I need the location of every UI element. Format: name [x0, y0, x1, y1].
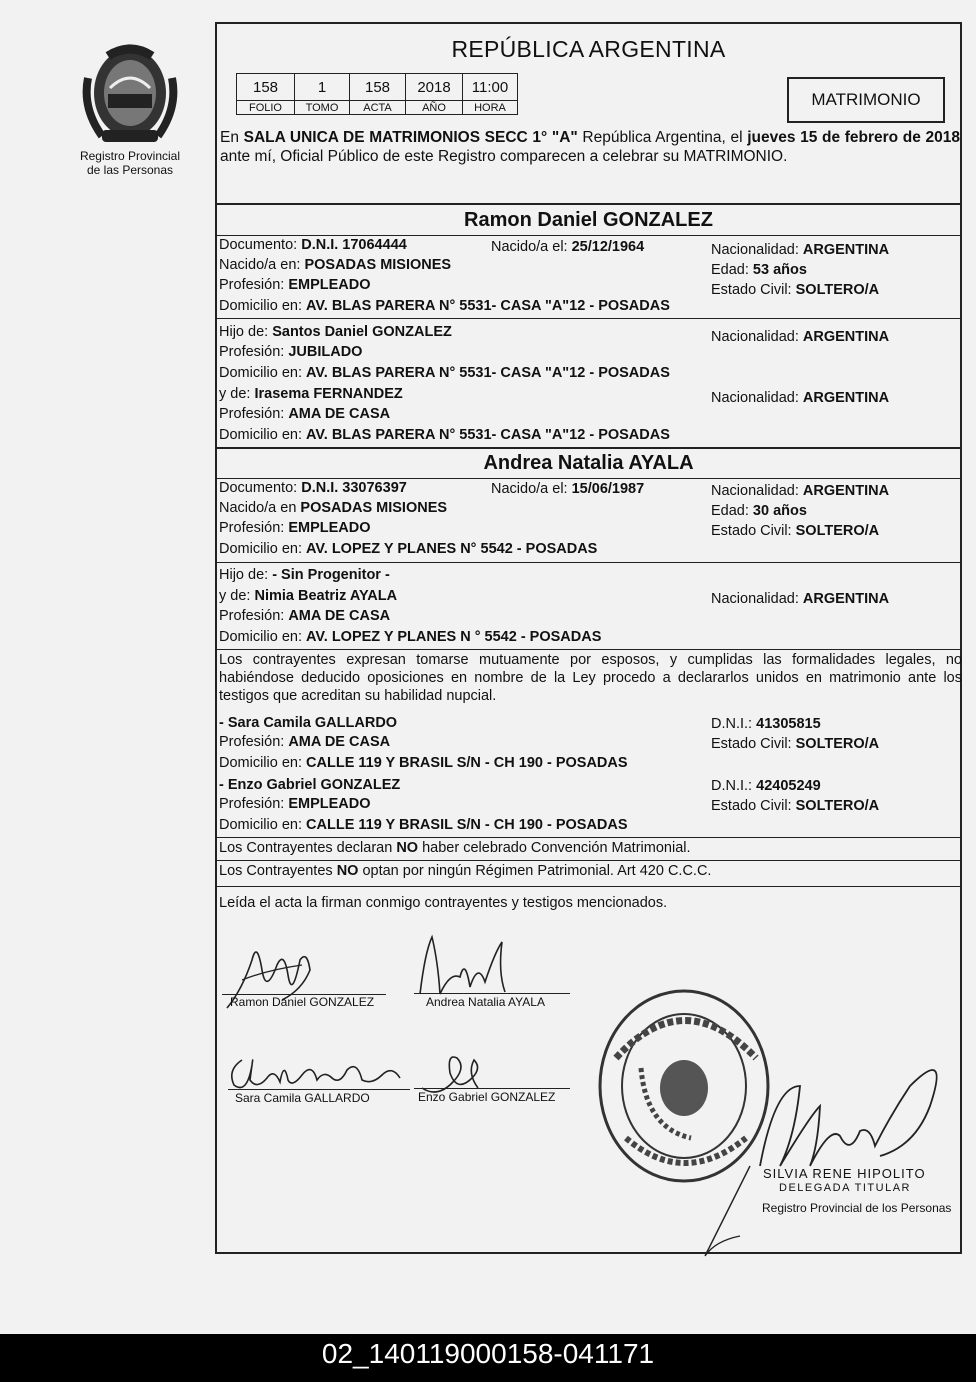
divider	[216, 318, 961, 319]
anio-value: 2018	[406, 74, 463, 101]
regime-text-2: optan por ningún Régimen Patrimonial. Art 420 C.C.C.	[358, 863, 712, 879]
spouse1-father-prof	[219, 344, 362, 360]
spouse1-father-addr	[219, 365, 670, 381]
label: Hijo de:	[219, 324, 273, 340]
witness2-addr-value: CALLE 119 Y BRASIL S/N - CH 190 - POSADAS	[306, 817, 628, 833]
spouse1-age-value: 53 años	[752, 262, 807, 278]
spouse1-doc-value: D.N.I. 17064444	[301, 237, 407, 253]
witness1-civil	[711, 736, 879, 752]
registry-caption-line1: Registro Provincial	[79, 149, 181, 163]
label: Edad:	[711, 262, 753, 278]
label: Edad:	[711, 503, 753, 519]
witness1-name	[219, 715, 397, 731]
witness2-civil	[711, 798, 879, 814]
label: Nacido/a en:	[219, 257, 305, 273]
spouse1-mother-nat-value: ARGENTINA	[802, 390, 890, 406]
record-type-box: MATRIMONIO	[787, 77, 945, 123]
spouse2-addr	[219, 541, 597, 557]
anio-label: AÑO	[406, 101, 463, 115]
label: Profesión:	[219, 608, 289, 624]
spouse1-prof	[219, 277, 371, 293]
spouse1-father	[219, 324, 452, 340]
label: Domicilio en:	[219, 365, 307, 381]
spouse2-mother-nat-value: ARGENTINA	[802, 591, 890, 607]
witness1-prof-value: AMA DE CASA	[288, 734, 391, 750]
hora-label: HORA	[463, 101, 518, 115]
label: Estado Civil:	[711, 523, 796, 539]
spouse1-name: Ramon Daniel GONZALEZ	[464, 209, 713, 231]
spouse1-addr-value: AV. BLAS PARERA N° 5531- CASA "A"12 - POSADAS	[306, 298, 670, 314]
spouse2-civil	[711, 523, 879, 539]
spouse1-born-value: 25/12/1964	[571, 239, 645, 255]
divider	[216, 562, 961, 563]
witness1-name-value: - Sara Camila GALLARDO	[219, 715, 398, 731]
signature-label-enzo: Enzo Gabriel GONZALEZ	[418, 1090, 556, 1104]
official-title: DELEGADA TITULAR	[779, 1182, 911, 1194]
label: Domicilio en:	[219, 817, 307, 833]
label: Profesión:	[219, 520, 289, 536]
witness2-civil-value: SOLTERO/A	[795, 798, 880, 814]
label: Documento:	[219, 480, 302, 496]
label: Domicilio en:	[219, 755, 307, 771]
official-name: SILVIA RENE HIPOLITO	[763, 1166, 926, 1181]
spouse2-birthplace-value: POSADAS MISIONES	[300, 500, 448, 516]
label: y de:	[219, 386, 255, 402]
witness1-dni-value: 41305815	[756, 716, 821, 732]
spouse1-father-nat-value: ARGENTINA	[802, 329, 890, 345]
label: Profesión:	[219, 796, 289, 812]
spouse1-mother-prof-value: AMA DE CASA	[288, 406, 391, 422]
tomo-label: TOMO	[295, 101, 350, 115]
spouse2-mother-addr	[219, 629, 601, 645]
country-title: REPÚBLICA ARGENTINA	[451, 36, 726, 62]
witness2-addr	[219, 817, 628, 833]
intro-text-1: En	[220, 129, 244, 146]
hora-value: 11:00	[463, 74, 518, 101]
spouse2-mother-prof	[219, 608, 390, 624]
signature-line	[414, 993, 570, 994]
label: Domicilio en:	[219, 427, 307, 443]
label: Estado Civil:	[711, 798, 796, 814]
spouse1-civil-value: SOLTERO/A	[795, 282, 880, 298]
regime-statement	[219, 863, 711, 879]
divider	[216, 886, 961, 887]
witness2-prof-value: EMPLEADO	[288, 796, 371, 812]
spouse1-father-value: Santos Daniel GONZALEZ	[272, 324, 452, 340]
folio-value: 158	[237, 74, 295, 101]
label: Documento:	[219, 237, 302, 253]
tomo-value: 1	[295, 74, 350, 101]
divider	[216, 478, 961, 479]
label: D.N.I.:	[711, 778, 757, 794]
registry-caption	[60, 149, 200, 177]
witness1-addr	[219, 755, 628, 771]
spouse1-civil	[711, 282, 879, 298]
spouse1-born	[491, 239, 644, 255]
spouse1-mother-addr-value: AV. BLAS PARERA N° 5531- CASA "A"12 - POSADAS	[306, 427, 670, 443]
convention-text-1: Los Contrayentes declaran	[219, 840, 397, 856]
witness1-dni	[711, 716, 821, 732]
divider	[216, 447, 961, 449]
regime-no: NO	[336, 863, 359, 879]
witness1-civil-value: SOLTERO/A	[795, 736, 880, 752]
spouse2-doc	[219, 480, 407, 496]
divider	[216, 860, 961, 861]
signature-line	[228, 1089, 410, 1090]
spouse1-mother-nat	[711, 390, 889, 406]
spouse1-father-prof-value: JUBILADO	[288, 344, 363, 360]
label: Nacionalidad:	[711, 390, 803, 406]
spouse2-prof-value: EMPLEADO	[288, 520, 371, 536]
regime-text-1: Los Contrayentes	[219, 863, 337, 879]
divider	[216, 203, 961, 205]
label: Domicilio en:	[219, 541, 307, 557]
divider	[216, 235, 961, 236]
provincial-coat-of-arms-logo	[80, 38, 180, 148]
spouse1-father-nat	[711, 329, 889, 345]
spouse2-father	[219, 567, 390, 583]
spouse1-nat	[711, 242, 889, 258]
intro-date: jueves 15 de febrero de 2018	[747, 129, 961, 146]
intro-text-2: República Argentina, el	[577, 129, 748, 146]
intro-text-3: ante mí, Oficial Público de este Registro comparecen a celebrar su MATRIMONIO.	[220, 148, 788, 165]
signature-label-ramon: Ramon Daniel GONZALEZ	[230, 995, 375, 1009]
spouse2-birthplace	[219, 500, 447, 516]
witness1-prof	[219, 734, 390, 750]
label: Nacionalidad:	[711, 483, 803, 499]
acta-value: 158	[350, 74, 406, 101]
convention-no: NO	[396, 840, 419, 856]
spouse2-mother-addr-value: AV. LOPEZ Y PLANES N ° 5542 - POSADAS	[306, 629, 602, 645]
spouse2-addr-value: AV. LOPEZ Y PLANES N° 5542 - POSADAS	[306, 541, 598, 557]
spouse1-mother-addr	[219, 427, 670, 443]
spouse1-mother	[219, 386, 403, 402]
intro-place: SALA UNICA DE MATRIMONIOS SECC 1° "A"	[243, 129, 578, 146]
spouse1-birthplace	[219, 257, 451, 273]
label: Estado Civil:	[711, 282, 796, 298]
label: Hijo de:	[219, 567, 273, 583]
document-id-footer: 02_140119000158-041171	[0, 1334, 976, 1382]
spouse2-nat-value: ARGENTINA	[802, 483, 890, 499]
witness2-dni	[711, 778, 821, 794]
signature-official	[700, 1026, 962, 1266]
spouse2-age-value: 30 años	[752, 503, 807, 519]
witness1-addr-value: CALLE 119 Y BRASIL S/N - CH 190 - POSADAS	[306, 755, 628, 771]
spouse1-nat-value: ARGENTINA	[802, 242, 890, 258]
label: Nacionalidad:	[711, 329, 803, 345]
signature-label-andrea: Andrea Natalia AYALA	[426, 995, 545, 1009]
reading-statement: Leída el acta la firman conmigo contrayentes y testigos mencionados.	[219, 895, 668, 911]
divider	[216, 649, 961, 650]
label: Profesión:	[219, 344, 289, 360]
witness2-name	[219, 777, 400, 793]
label: Domicilio en:	[219, 629, 307, 645]
spouse1-doc	[219, 237, 407, 253]
spouse2-name: Andrea Natalia AYALA	[483, 452, 694, 474]
label: Domicilio en:	[219, 298, 307, 314]
label: Profesión:	[219, 277, 289, 293]
convention-text-2: haber celebrado Convención Matrimonial.	[418, 840, 691, 856]
witness2-prof	[219, 796, 371, 812]
signature-label-sara: Sara Camila GALLARDO	[235, 1091, 370, 1105]
spouse2-father-value: - Sin Progenitor -	[272, 567, 390, 583]
spouse1-mother-value: Irasema FERNANDEZ	[254, 386, 403, 402]
spouse2-doc-value: D.N.I. 33076397	[301, 480, 407, 496]
acta-label: ACTA	[350, 101, 406, 115]
spouse2-mother-nat	[711, 591, 889, 607]
spouse1-age	[711, 262, 807, 278]
spouse2-civil-value: SOLTERO/A	[795, 523, 880, 539]
label: Profesión:	[219, 734, 289, 750]
declaration-paragraph: Los contrayentes expresan tomarse mutuamente por esposos, y cumplidas las formalidades legales, no habiéndose deducido oposiciones en nombre de la Ley procedo a declararlos unidos en matrimonio ante los testigos que acreditan su habilidad nupcial.	[219, 652, 962, 704]
label: Nacido/a el:	[491, 481, 572, 497]
spouse2-mother	[219, 588, 397, 604]
label: Nacido/a en	[219, 500, 301, 516]
label: Nacido/a el:	[491, 239, 572, 255]
label: Nacionalidad:	[711, 242, 803, 258]
folio-label: FOLIO	[237, 101, 295, 115]
convention-statement	[219, 840, 691, 856]
label: Profesión:	[219, 406, 289, 422]
label: D.N.I.:	[711, 716, 757, 732]
spouse1-birthplace-value: POSADAS MISIONES	[304, 257, 452, 273]
spouse2-age	[711, 503, 807, 519]
divider	[216, 837, 961, 838]
signature-andrea	[410, 932, 520, 1002]
spouse2-nat	[711, 483, 889, 499]
spouse2-prof	[219, 520, 371, 536]
registry-caption-line2: de las Personas	[86, 163, 174, 177]
record-number-table	[236, 73, 518, 115]
spouse2-born-value: 15/06/1987	[571, 481, 645, 497]
witness2-dni-value: 42405249	[756, 778, 821, 794]
spouse1-mother-prof	[219, 406, 390, 422]
witness2-name-value: - Enzo Gabriel GONZALEZ	[219, 777, 401, 793]
signature-line	[414, 1088, 570, 1089]
spouse1-addr	[219, 298, 670, 314]
spouse2-born	[491, 481, 644, 497]
label: Estado Civil:	[711, 736, 796, 752]
spouse2-mother-prof-value: AMA DE CASA	[288, 608, 391, 624]
intro-paragraph	[220, 128, 960, 166]
spouse1-father-addr-value: AV. BLAS PARERA N° 5531- CASA "A"12 - POSADAS	[306, 365, 670, 381]
spouse1-prof-value: EMPLEADO	[288, 277, 371, 293]
official-department: Registro Provincial de los Personas	[762, 1201, 952, 1215]
label: y de:	[219, 588, 255, 604]
label: Nacionalidad:	[711, 591, 803, 607]
spouse2-mother-value: Nimia Beatriz AYALA	[254, 588, 398, 604]
